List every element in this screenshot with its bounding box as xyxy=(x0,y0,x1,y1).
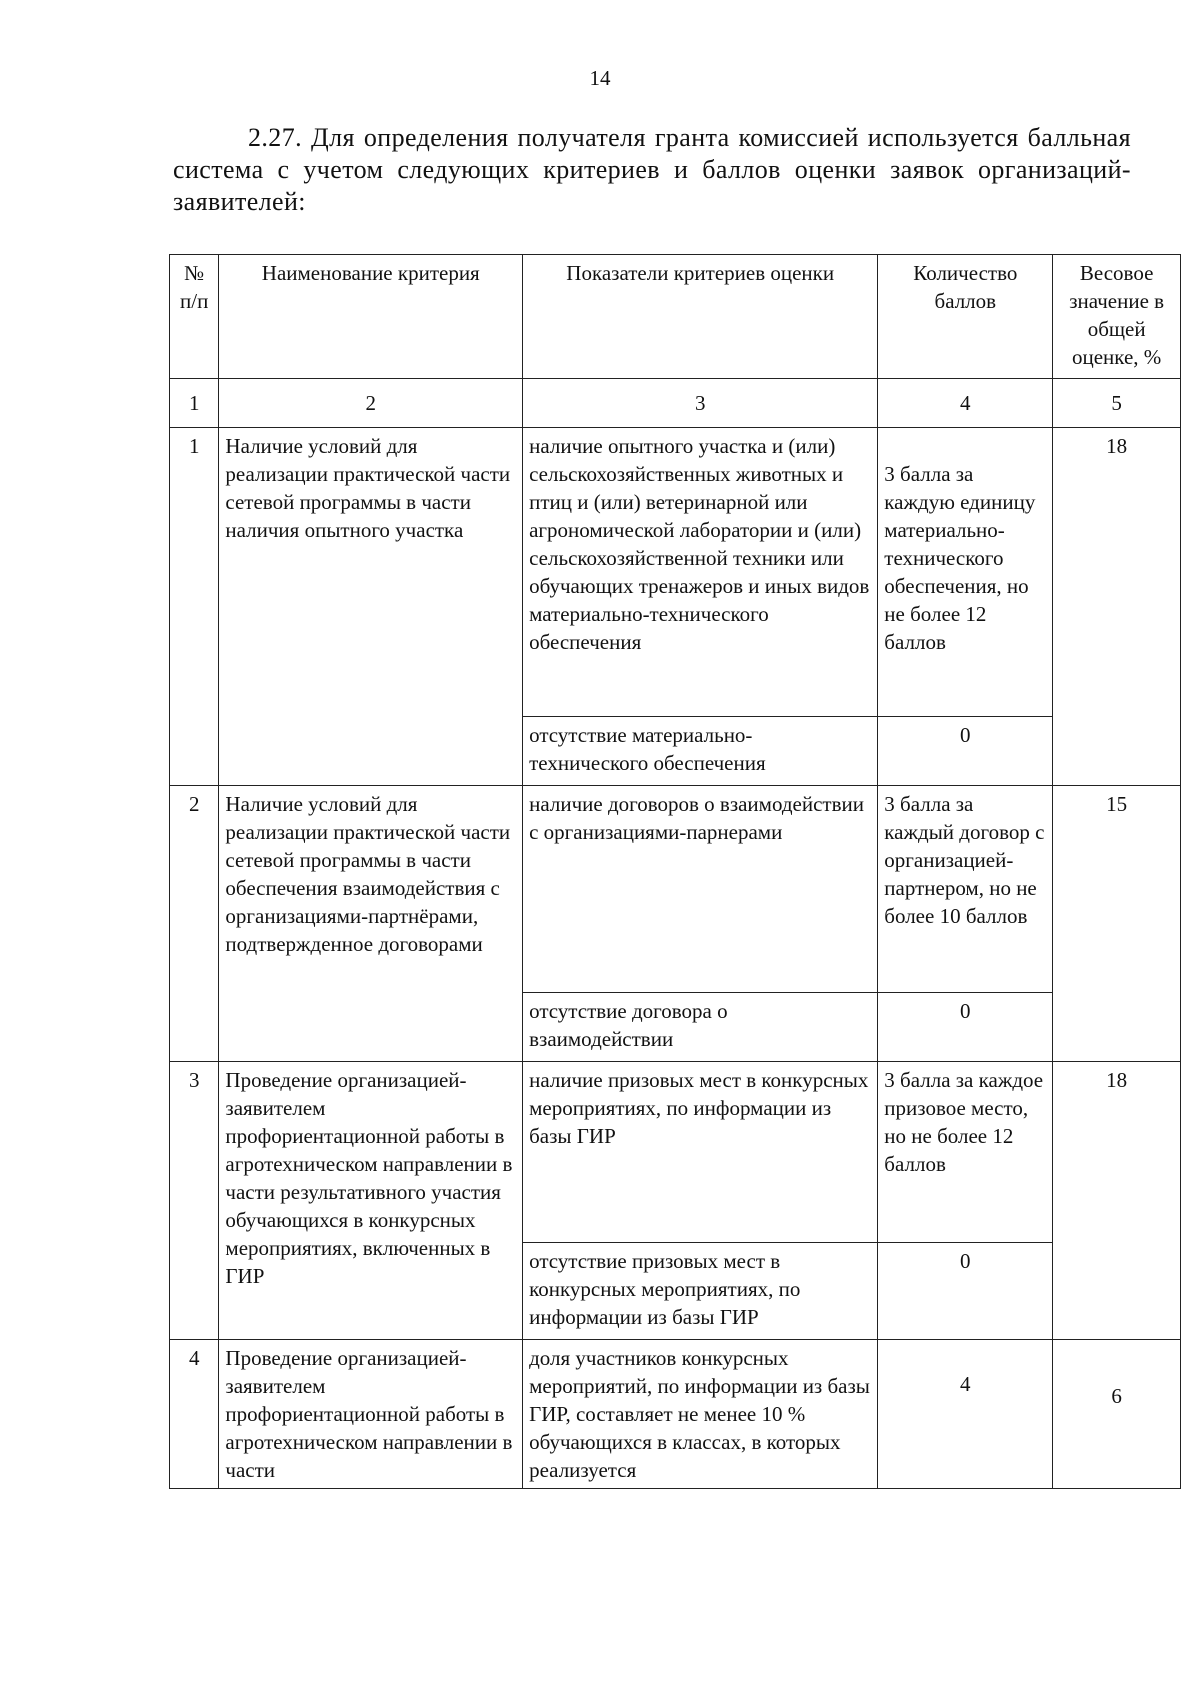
table-row xyxy=(170,1062,1181,1243)
indicator-text: отсутствие материально-технического обеспечения xyxy=(523,717,878,786)
header-points: Количество баллов xyxy=(878,255,1053,379)
column-number-row xyxy=(170,379,1181,428)
indicator-text: наличие призовых мест в конкурсных мероприятиях, по информации из базы ГИР xyxy=(523,1062,878,1243)
header-weight: Весовое значение в общей оценке, % xyxy=(1053,255,1181,379)
column-number: 3 xyxy=(523,379,878,428)
indicator-text: отсутствие договора о взаимодействии xyxy=(523,993,878,1062)
criterion-name: Наличие условий для реализации практической части сетевой программы в части обеспечения взаимодействия с организациями-партнёрами, подтвержденное договорами xyxy=(219,786,523,1062)
row-number: 1 xyxy=(170,428,219,786)
header-number: № п/п xyxy=(170,255,219,379)
criterion-name: Проведение организацией-заявителем профориентационной работы в агротехническом направлении в части результативного участия обучающихся в конкурсных мероприятиях, включенных в ГИР xyxy=(219,1062,523,1340)
intro-text: 2.27. Для определения получателя гранта комиссией используется балльная система с учетом следующих критериев и баллов оценки заявок организаций-заявителей: xyxy=(173,123,1131,216)
header-criterion-name: Наименование критерия xyxy=(219,255,523,379)
indicator-points: 3 балла за каждый договор с организацией-партнером, но не более 10 баллов xyxy=(878,786,1053,993)
indicator-text: отсутствие призовых мест в конкурсных мероприятиях, по информации из базы ГИР xyxy=(523,1243,878,1340)
column-number: 2 xyxy=(219,379,523,428)
row-number: 2 xyxy=(170,786,219,1062)
indicator-points: 0 xyxy=(878,1243,1053,1340)
table-row xyxy=(170,428,1181,717)
table-row xyxy=(170,786,1181,993)
column-number: 4 xyxy=(878,379,1053,428)
criterion-name: Проведение организацией-заявителем профориентационной работы в агротехническом направлении в части xyxy=(219,1340,523,1489)
column-number: 5 xyxy=(1053,379,1181,428)
indicator-points: 3 балла за каждую единицу материально-технического обеспечения, но не более 12 баллов xyxy=(878,428,1053,717)
weight-value: 18 xyxy=(1053,1062,1181,1340)
criterion-name: Наличие условий для реализации практической части сетевой программы в части наличия опытного участка xyxy=(219,428,523,786)
indicator-text: наличие договоров о взаимодействии с организациями-парнерами xyxy=(523,786,878,993)
indicator-text: наличие опытного участка и (или) сельскохозяйственных животных и птиц и (или) ветеринарной или агрономической лаборатории и (или) сельскохозяйственной техники или обучающих тренажеров и иных видов материально-технического обеспечения xyxy=(523,428,878,717)
weight-value: 15 xyxy=(1053,786,1181,1062)
weight-value: 18 xyxy=(1053,428,1181,786)
table-row xyxy=(170,1340,1181,1489)
criteria-table xyxy=(169,254,1181,1489)
row-number: 4 xyxy=(170,1340,219,1489)
page-number: 14 xyxy=(589,66,611,90)
indicator-text: доля участников конкурсных мероприятий, по информации из базы ГИР, составляет не менее 10 % обучающихся в классах, в которых реализуется xyxy=(523,1340,878,1489)
indicator-points: 4 xyxy=(878,1340,1053,1489)
weight-value: 6 xyxy=(1053,1340,1181,1489)
indicator-points: 3 балла за каждое призовое место, но не более 12 баллов xyxy=(878,1062,1053,1243)
indicator-points: 0 xyxy=(878,993,1053,1062)
intro-paragraph xyxy=(173,122,1131,218)
indicator-points: 0 xyxy=(878,717,1053,786)
header-indicators: Показатели критериев оценки xyxy=(523,255,878,379)
column-number: 1 xyxy=(170,379,219,428)
table-header-row xyxy=(170,255,1181,379)
row-number: 3 xyxy=(170,1062,219,1340)
